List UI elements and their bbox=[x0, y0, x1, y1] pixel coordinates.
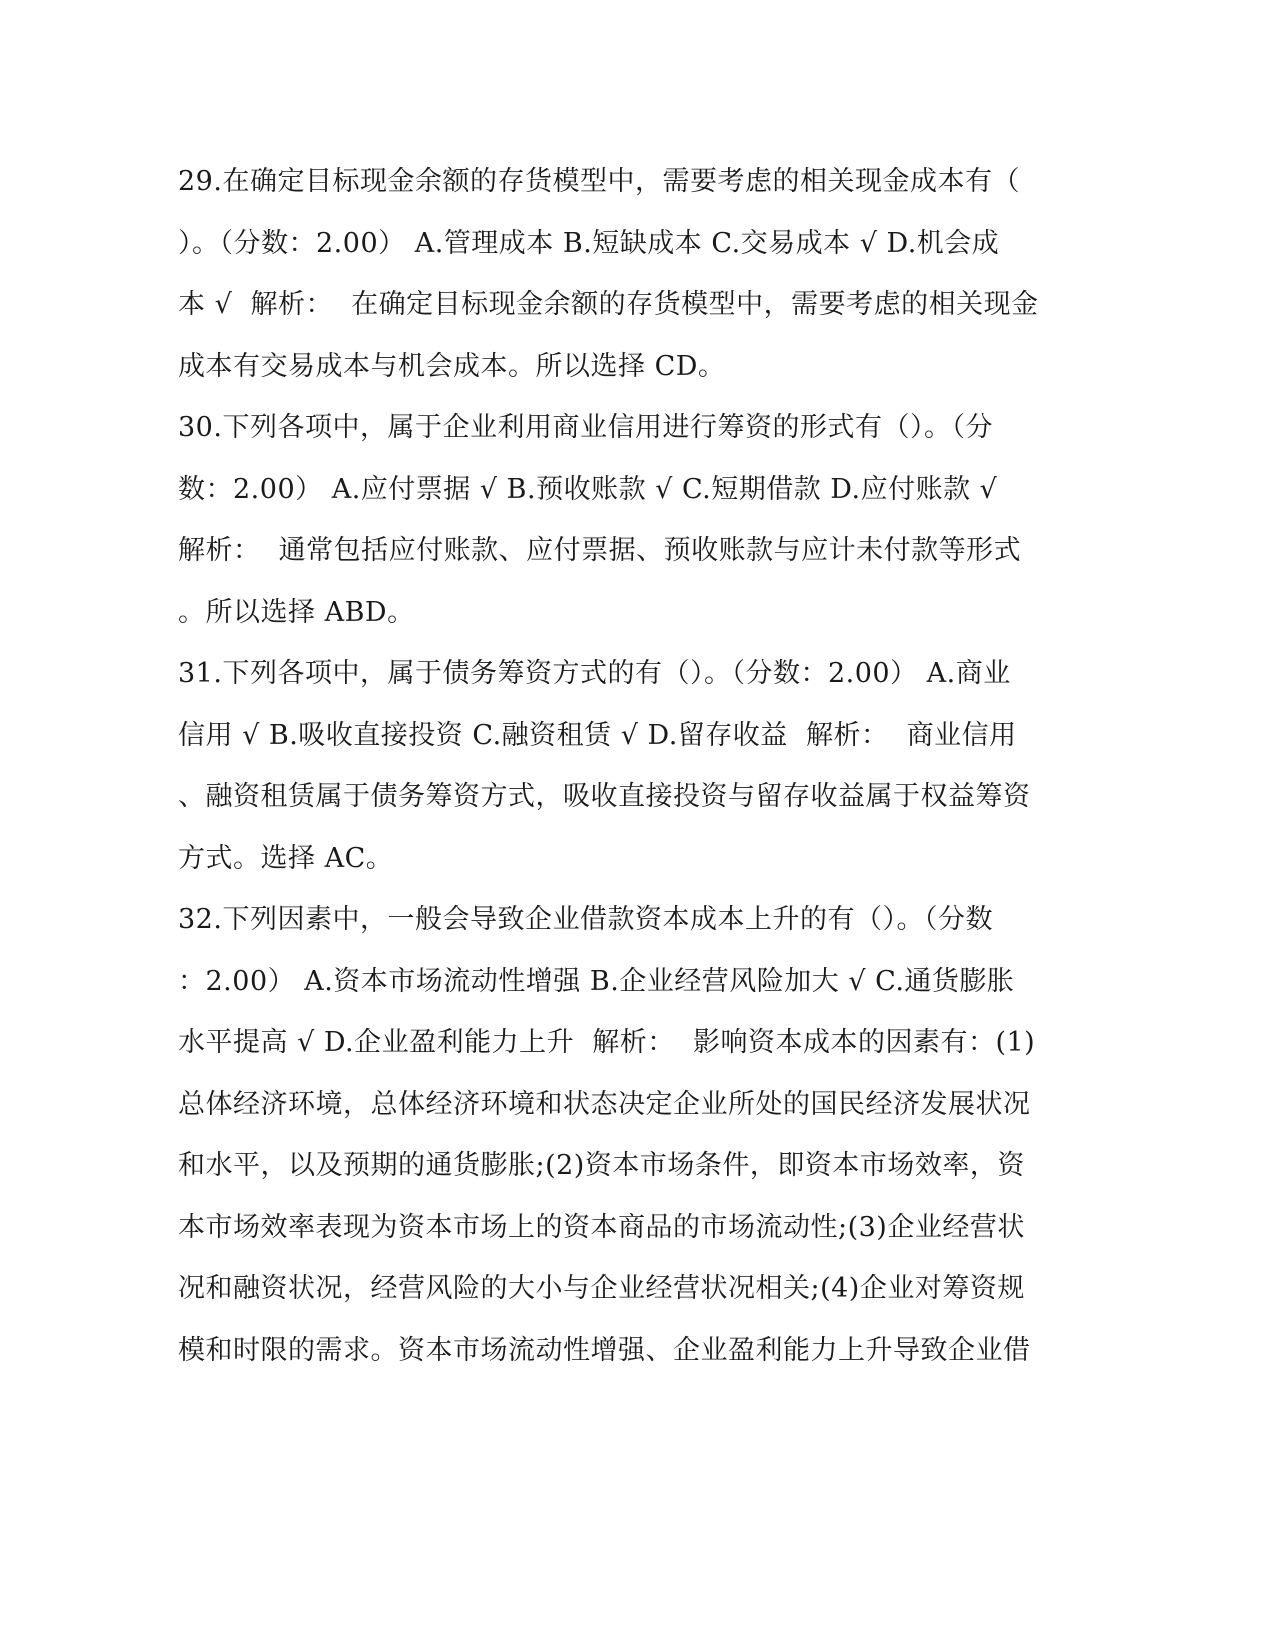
text-line: 水平提高 √ D.企业盈利能力上升 解析： 影响资本成本的因素有：(1) bbox=[178, 1027, 1036, 1058]
text-line: 本市场效率表现为资本市场上的资本商品的市场流动性;(3)企业经营状 bbox=[178, 1212, 1025, 1243]
text-line: 31.下列各项中，属于债务筹资方式的有（）。（分数：2.00） A.商业 bbox=[178, 658, 1011, 689]
text-line: 数：2.00） A.应付票据 √ B.预收账款 √ C.短期借款 D.应付账款 √ bbox=[178, 474, 998, 505]
text-line: 29.在确定目标现金余额的存货模型中，需要考虑的相关现金成本有（ bbox=[178, 166, 1020, 197]
text-line: ）。（分数：2.00） A.管理成本 B.短缺成本 C.交易成本 √ D.机会成 bbox=[178, 228, 1000, 259]
text-line: 成本有交易成本与机会成本。所以选择 CD。 bbox=[178, 351, 726, 382]
text-line: 信用 √ B.吸收直接投资 C.融资租赁 √ D.留存收益 解析： 商业信用 bbox=[178, 720, 1017, 751]
text-line: 解析： 通常包括应付账款、应付票据、预收账款与应计未付款等形式 bbox=[178, 535, 1022, 566]
text-line: 32.下列因素中，一般会导致企业借款资本成本上升的有（）。（分数 bbox=[178, 904, 993, 935]
text-line: ：2.00） A.资本市场流动性增强 B.企业经营风险加大 √ C.通货膨胀 bbox=[178, 966, 1015, 997]
text-line: 和水平，以及预期的通货膨胀;(2)资本市场条件，即资本市场效率，资 bbox=[178, 1150, 1025, 1181]
text-line: 模和时限的需求。资本市场流动性增强、企业盈利能力上升导致企业借 bbox=[178, 1335, 1031, 1366]
text-line: 况和融资状况，经营风险的大小与企业经营状况相关;(4)企业对筹资规 bbox=[178, 1273, 1025, 1304]
text-line: 总体经济环境，总体经济环境和状态决定企业所处的国民经济发展状况 bbox=[178, 1089, 1031, 1120]
text-line: 30.下列各项中，属于企业利用商业信用进行筹资的形式有（）。（分 bbox=[178, 412, 993, 443]
text-line: 、融资租赁属于债务筹资方式，吸收直接投资与留存收益属于权益筹资 bbox=[178, 781, 1031, 812]
text-line: 。所以选择 ABD。 bbox=[178, 597, 415, 628]
text-line: 方式。选择 AC。 bbox=[178, 843, 394, 874]
text-line: 本 √ 解析： 在确定目标现金余额的存货模型中，需要考虑的相关现金 bbox=[178, 289, 1039, 320]
